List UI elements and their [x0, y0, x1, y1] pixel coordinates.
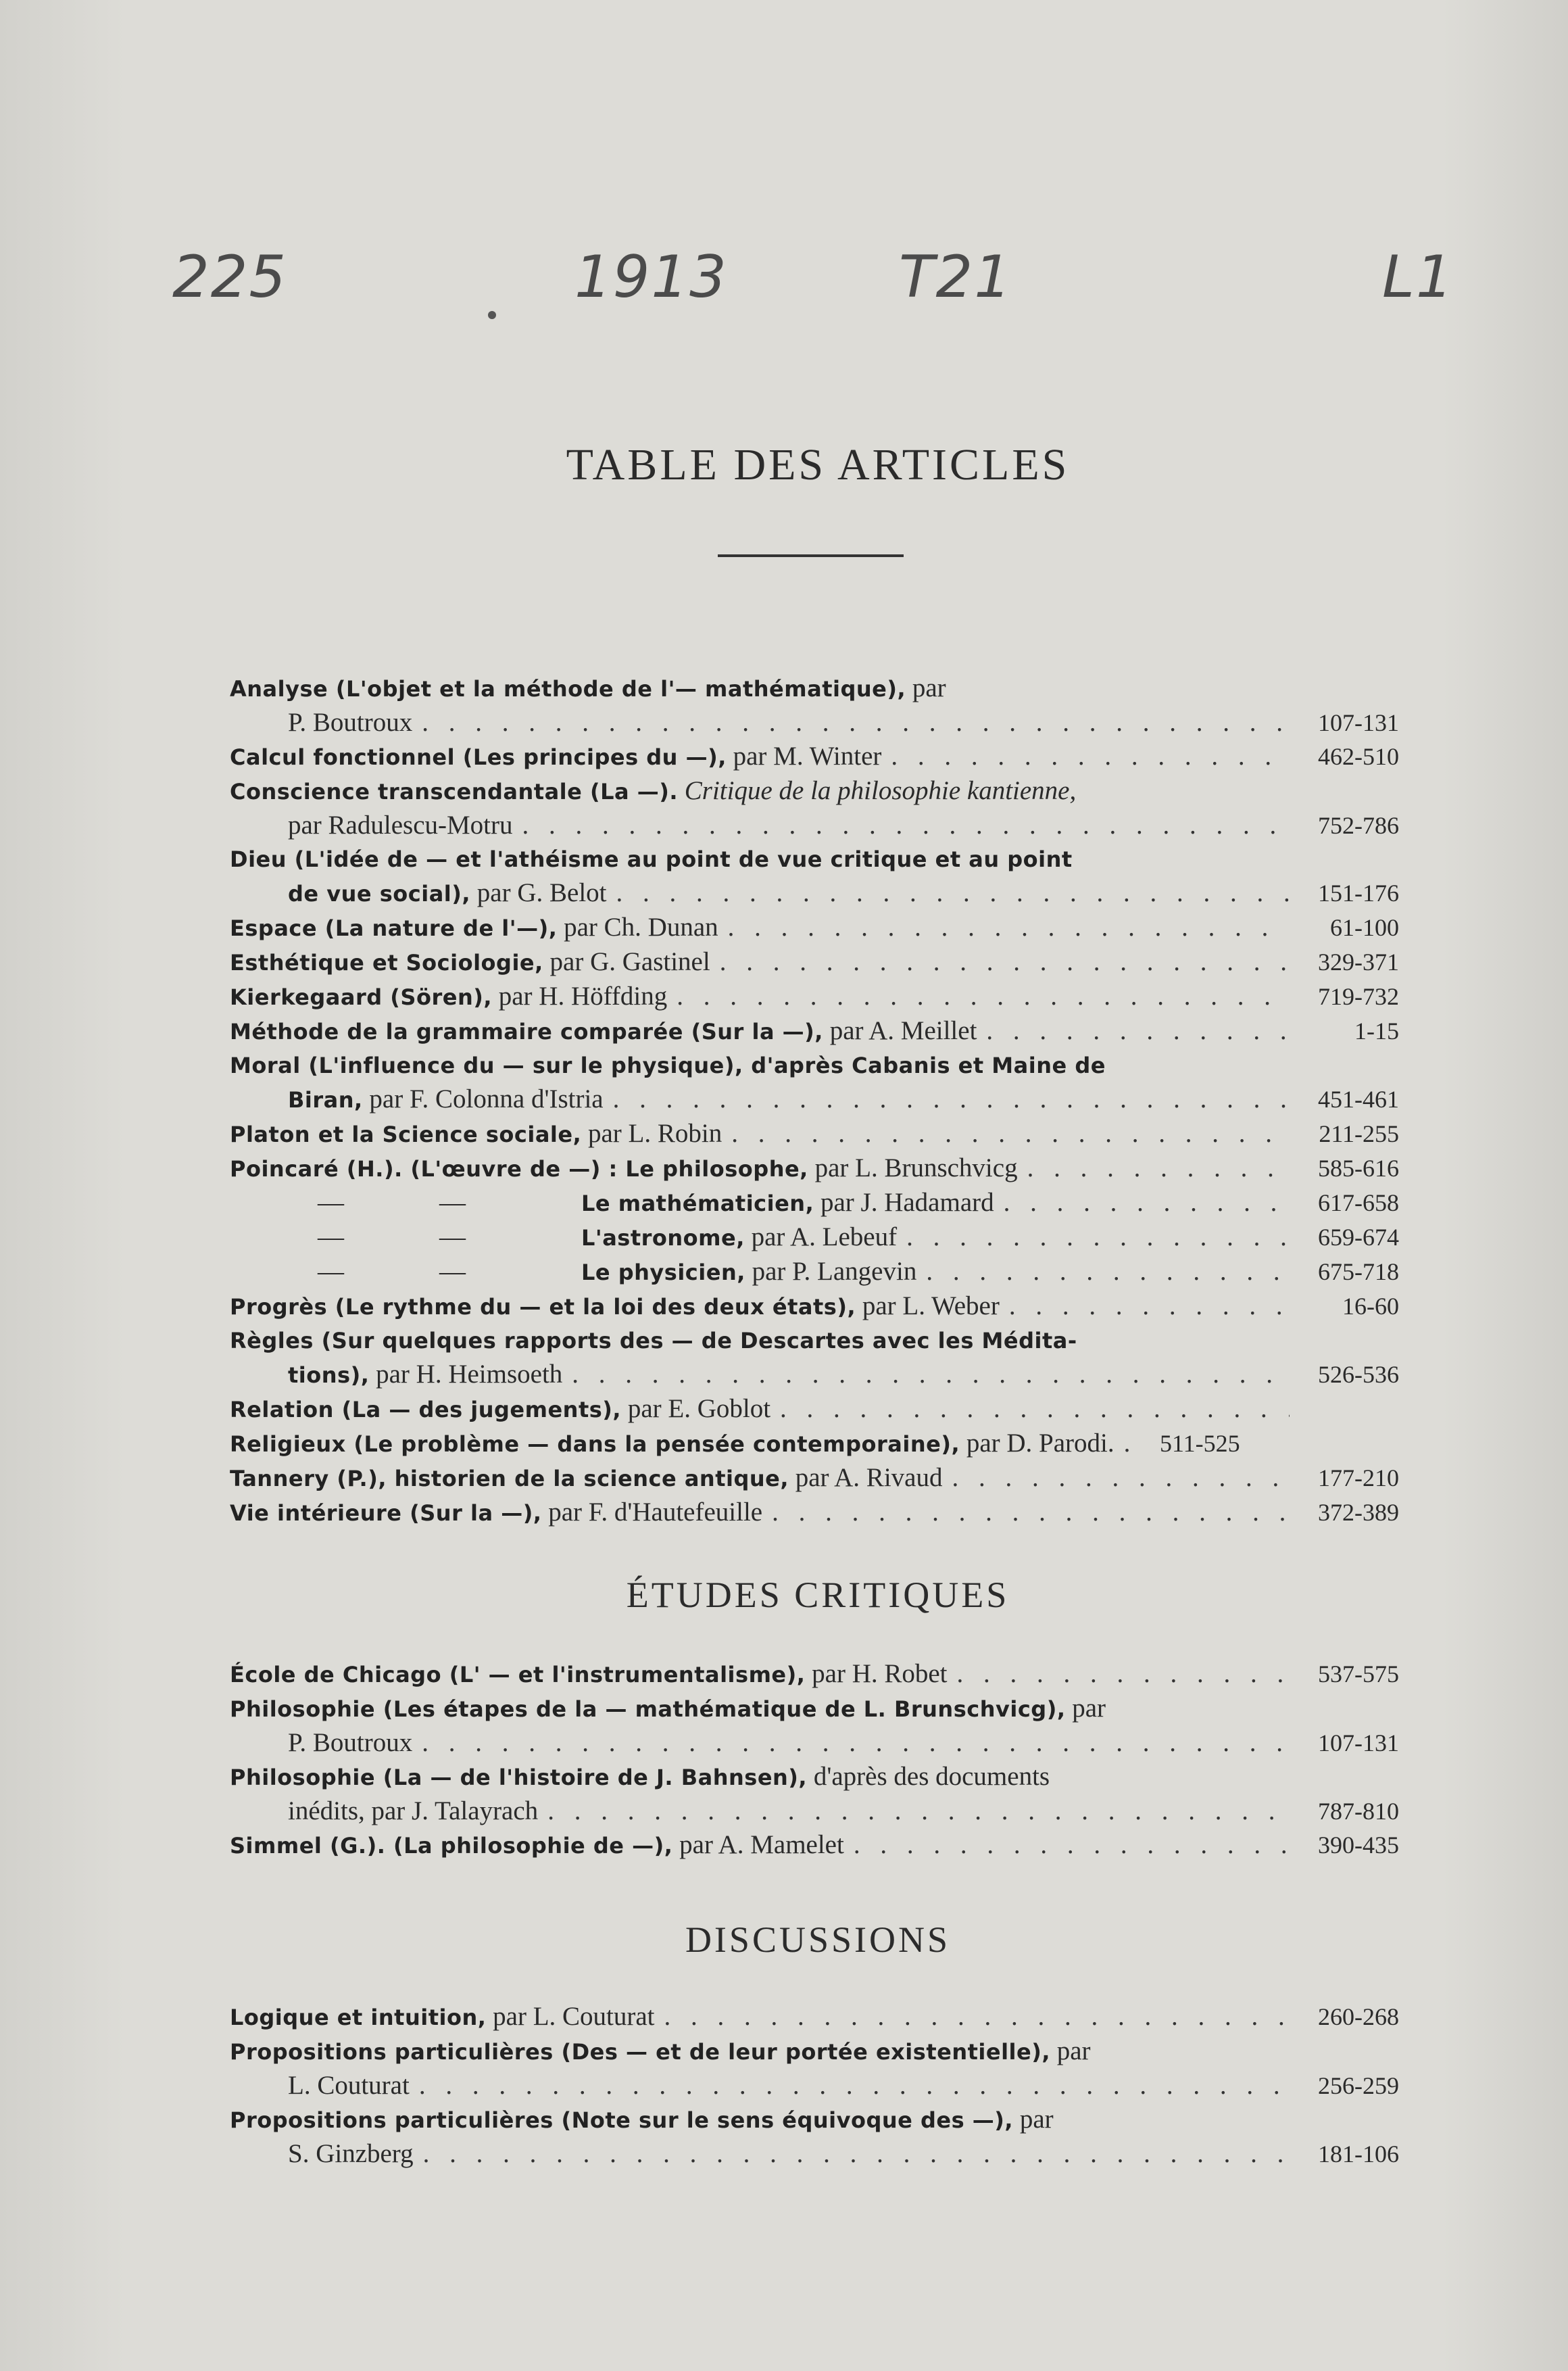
list-item	[230, 1151, 1399, 1186]
list-item	[230, 1427, 1399, 1461]
entry-line: Calcul fonctionnel (Les principes du —), par M. Winter	[230, 742, 882, 771]
list-item	[230, 1289, 1399, 1324]
ink-dot	[488, 311, 496, 319]
list-item	[230, 1186, 1399, 1220]
entry-line: P. Boutroux	[288, 708, 413, 737]
page-range: 787-810	[1318, 1798, 1399, 1825]
ditto-dash: —	[439, 1257, 466, 1286]
page-range: 177-210	[1318, 1464, 1399, 1491]
entry-line: Philosophie (La — de l'histoire de J. Bahnsen), d'après des documents	[230, 1762, 1050, 1791]
page-range: 181-106	[1318, 2140, 1399, 2168]
entry-line: Le mathématicien, par J. Hadamard	[581, 1188, 994, 1217]
entry-line: Religieux (Le problème — dans la pensée contemporaine), par D. Parodi.	[230, 1429, 1114, 1458]
page-range: 451-461	[1318, 1086, 1399, 1113]
entry-line: inédits, par J. Talayrach	[288, 1796, 539, 1825]
page-range: 526-536	[1318, 1361, 1399, 1388]
entry-line: Propositions particulières (Des — et de leur portée existentielle), par	[230, 2036, 1091, 2065]
list-item	[230, 945, 1399, 980]
entry-line: Conscience transcendantale (La —). Critique de la philosophie kantienne,	[230, 776, 1077, 805]
list-item	[230, 1392, 1399, 1427]
entry-line: par Radulescu-Motru	[288, 811, 513, 840]
ditto-dash: —	[439, 1188, 466, 1217]
list-item	[230, 774, 1399, 842]
entry-line: Analyse (L'objet et la méthode de l'— mathématique), par	[230, 673, 946, 702]
ditto-dash: —	[318, 1222, 344, 1251]
page-range: 107-131	[1318, 1729, 1399, 1756]
entry-line: Règles (Sur quelques rapports des — de Descartes avec les Médita-	[230, 1328, 1077, 1354]
entry-line: Logique et intuition, par L. Couturat	[230, 2002, 655, 2031]
entry-line: Tannery (P.), historien de la science antique, par A. Rivaud	[230, 1463, 943, 1492]
page-range: 675-718	[1318, 1258, 1399, 1285]
page-range: 585-616	[1318, 1155, 1399, 1182]
handwritten-note: 1913	[574, 243, 728, 311]
title-rule	[718, 554, 904, 557]
list-item	[230, 1324, 1399, 1392]
list-item	[230, 1014, 1399, 1049]
entry-line: Espace (La nature de l'—), par Ch. Dunan	[230, 913, 718, 942]
entry-line: Esthétique et Sociologie, par G. Gastinel	[230, 947, 710, 976]
page-range: 372-389	[1318, 1499, 1399, 1526]
page-title: TABLE DES ARTICLES	[566, 440, 1070, 489]
entry-line: Simmel (G.). (La philosophie de —), par A. Mamelet	[230, 1830, 844, 1859]
page-range: 617-658	[1318, 1189, 1399, 1216]
page-range: 151-176	[1318, 880, 1399, 907]
page-range: 1-15	[1354, 1017, 1399, 1045]
page-range: 511-525	[1159, 1430, 1240, 1457]
etudes-list	[230, 1657, 1399, 1863]
entry-line: Moral (L'influence du — sur le physique), d'après Cabanis et Maine de	[230, 1053, 1106, 1078]
list-item	[230, 1828, 1399, 1863]
list-item	[230, 911, 1399, 945]
ditto-dash: —	[318, 1257, 344, 1286]
entry-line: L. Couturat	[288, 2071, 410, 2100]
entry-line: École de Chicago (L' — et l'instrumentalisme), par H. Robet	[230, 1659, 948, 1688]
page-range: 719-732	[1318, 983, 1399, 1010]
page-range: 462-510	[1318, 743, 1399, 770]
list-item	[230, 1255, 1399, 1289]
page-range: 329-371	[1318, 949, 1399, 976]
page-range: 211-255	[1319, 1120, 1399, 1147]
list-item	[230, 1657, 1399, 1692]
list-item	[230, 1760, 1399, 1828]
list-item	[230, 1692, 1399, 1760]
entry-line: S. Ginzberg	[288, 2139, 414, 2168]
entry-line: Méthode de la grammaire comparée (Sur la —), par A. Meillet	[230, 1016, 977, 1045]
handwritten-note: 225	[172, 243, 288, 311]
page-range: 752-786	[1318, 812, 1399, 839]
list-item	[230, 1117, 1399, 1151]
list-item	[230, 671, 1399, 740]
entry-line: tions), par H. Heimsoeth	[288, 1360, 563, 1389]
entry-line: Relation (La — des jugements), par E. Goblot	[230, 1394, 771, 1423]
list-item	[230, 1495, 1399, 1530]
page-range: 256-259	[1318, 2072, 1399, 2099]
section-title-etudes: ÉTUDES CRITIQUES	[626, 1575, 1010, 1615]
entry-line: Kierkegaard (Sören), par H. Höffding	[230, 982, 668, 1011]
page-range: 537-575	[1318, 1660, 1399, 1687]
entry-line: Progrès (Le rythme du — et la loi des deux états), par L. Weber	[230, 1291, 1000, 1320]
entry-line: Biran, par F. Colonna d'Istria	[288, 1084, 604, 1113]
ditto-dash: —	[439, 1222, 466, 1251]
entry-line: Poincaré (H.). (L'œuvre de —) : Le philosophe, par L. Brunschvicg	[230, 1153, 1018, 1182]
list-item	[230, 740, 1399, 774]
list-item	[230, 1049, 1399, 1117]
list-item	[230, 1461, 1399, 1495]
ditto-dash: —	[318, 1188, 344, 1217]
list-item	[230, 980, 1399, 1014]
page-range: 390-435	[1318, 1831, 1399, 1859]
section-title-discussions: DISCUSSIONS	[685, 1919, 951, 1960]
page-range: 61-100	[1330, 914, 1399, 941]
entry-line: Philosophie (Les étapes de la — mathématique de L. Brunschvicg), par	[230, 1694, 1106, 1723]
list-item	[230, 1220, 1399, 1255]
entry-line: de vue social), par G. Belot	[288, 878, 607, 907]
list-item	[230, 2034, 1399, 2103]
page-range: 107-131	[1318, 709, 1399, 736]
entry-line: Le physicien, par P. Langevin	[581, 1257, 917, 1286]
discussions-list	[230, 2000, 1399, 2171]
entry-line: Vie intérieure (Sur la —), par F. d'Hautefeuille	[230, 1498, 763, 1527]
entry-line: L'astronome, par A. Lebeuf	[581, 1222, 898, 1251]
list-item	[230, 2000, 1399, 2034]
page-range: 16-60	[1342, 1293, 1399, 1320]
handwritten-note: T21	[899, 243, 1012, 311]
entry-line: Dieu (L'idée de — et l'athéisme au point de vue critique et au point	[230, 846, 1073, 872]
list-item	[230, 842, 1399, 911]
entry-line: Propositions particulières (Note sur le sens équivoque des —), par	[230, 2105, 1054, 2134]
entry-line: Platon et la Science sociale, par L. Robin	[230, 1119, 722, 1148]
handwritten-note: L1	[1382, 243, 1454, 311]
entry-line: P. Boutroux	[288, 1728, 413, 1757]
list-item	[230, 2103, 1399, 2171]
page-range: 659-674	[1318, 1224, 1399, 1251]
articles-list	[230, 671, 1399, 1530]
page-range: 260-268	[1318, 2003, 1399, 2030]
